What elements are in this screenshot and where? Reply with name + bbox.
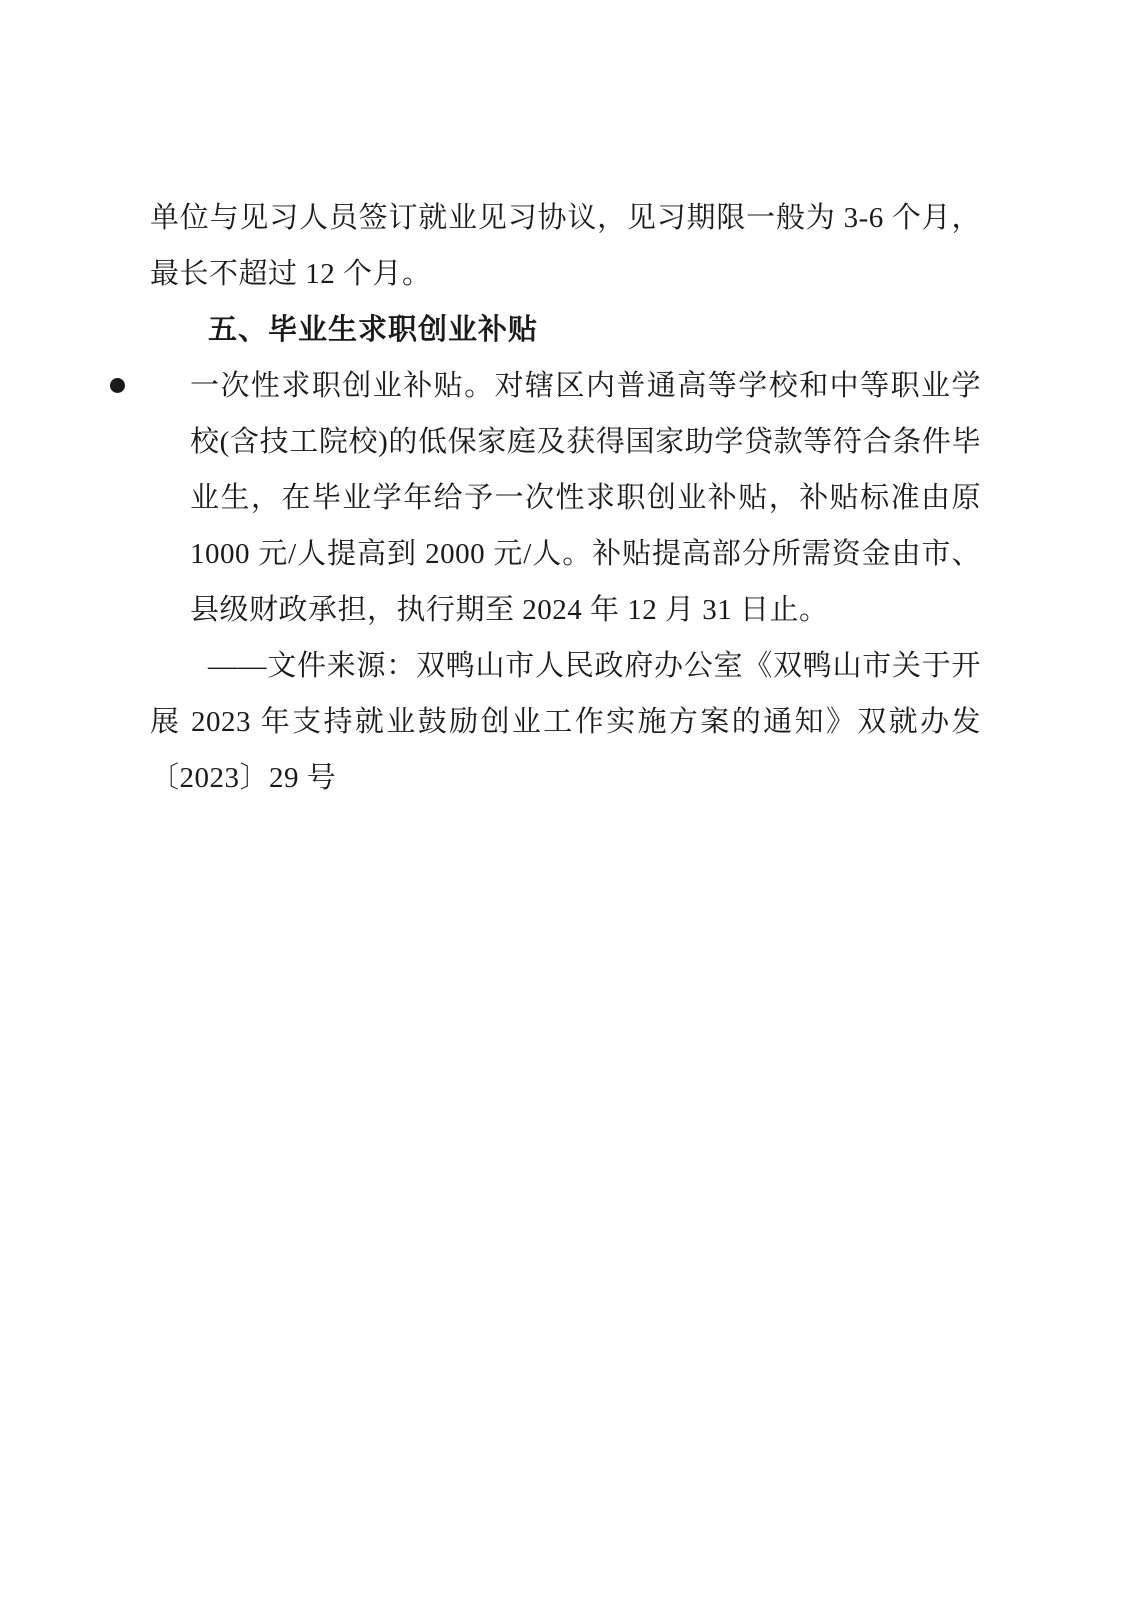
bullet-dot-icon	[110, 378, 125, 393]
document-source-note: ——文件来源：双鸭山市人民政府办公室《双鸭山市关于开展 2023 年支持就业鼓励创业工作实施方案的通知》双就办发〔2023〕29 号	[150, 650, 981, 794]
paragraph-internship-agreement: 单位与见习人员签订就业见习协议，见习期限一般为 3-6 个月，最长不超过 12 个月。	[150, 202, 981, 290]
bullet-item-one-time-subsidy	[150, 358, 981, 638]
heading-section-five: 五、毕业生求职创业补贴	[208, 314, 539, 346]
bullet-text-one-time-subsidy: 一次性求职创业补贴。对辖区内普通高等学校和中等职业学校(含技工院校)的低保家庭及获得国家助学贷款等符合条件毕业生，在毕业学年给予一次性求职创业补贴，补贴标准由原 1000 元/人提高到 2000 元/人。补贴提高部分所需资金由市、县级财政承担，执行期至 2024 年 12 月 31 日止。	[190, 370, 981, 626]
